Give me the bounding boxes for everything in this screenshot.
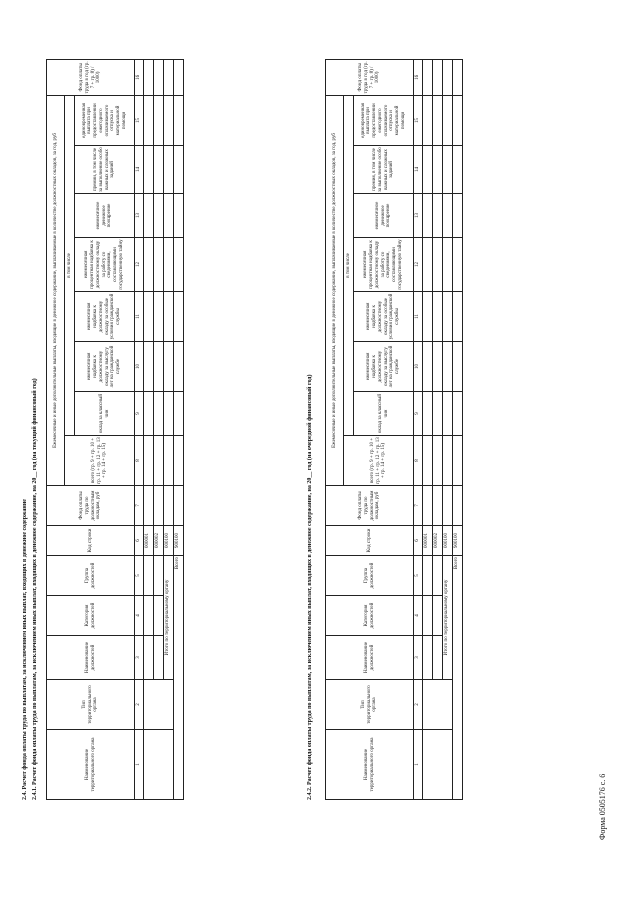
header-col6: Код строки xyxy=(47,526,135,556)
col-number: 5 xyxy=(414,556,423,596)
cell[interactable] xyxy=(153,146,163,194)
cell[interactable] xyxy=(153,95,163,145)
number-row xyxy=(135,59,144,799)
cell[interactable] xyxy=(442,342,452,392)
cell[interactable] xyxy=(422,436,432,486)
header-col8: всего (гр. 9 + гр. 10 + гр. 11 + гр. 12 + гр. 13 + гр. 14 + гр. 15) xyxy=(344,436,414,486)
cell[interactable] xyxy=(442,146,452,194)
cell[interactable] xyxy=(442,95,452,145)
header-col4: Категория должностей xyxy=(47,596,135,636)
cell[interactable] xyxy=(432,342,442,392)
cell-territorial-body[interactable] xyxy=(143,730,173,800)
cell-territorial-body[interactable] xyxy=(422,730,452,800)
cell[interactable] xyxy=(452,292,462,342)
table2-title: 2.4.2. Расчет фонда оплаты труда по выплатам, за исключением иных выплат, входящих в денежное содержание, на 20__ год (на очередной финансовый год) xyxy=(307,374,313,800)
cell[interactable] xyxy=(163,95,173,145)
cell[interactable] xyxy=(143,194,153,238)
cell[interactable] xyxy=(452,486,462,526)
col-number: 9 xyxy=(135,392,144,436)
total-row xyxy=(452,59,462,799)
cell[interactable] xyxy=(422,636,432,680)
cell[interactable] xyxy=(163,392,173,436)
col-number: 8 xyxy=(414,436,423,486)
header-col14: премия, в том числе за выполнение особо важных и сложных заданий xyxy=(354,146,414,194)
form-code: Форма 0505176 с. 6 xyxy=(598,773,607,840)
cell[interactable] xyxy=(173,194,183,238)
cell[interactable] xyxy=(153,392,163,436)
cell[interactable] xyxy=(422,342,432,392)
header-col5: Группа должностей xyxy=(326,556,414,596)
table2 xyxy=(325,59,463,800)
col-number: 2 xyxy=(414,680,423,730)
total-label: Всего xyxy=(452,556,462,800)
cell[interactable] xyxy=(173,238,183,292)
cell[interactable] xyxy=(432,486,442,526)
header-col7: Фонд оплаты труда по должностным окладам, руб xyxy=(326,486,414,526)
col-number: 15 xyxy=(135,95,144,145)
header-col13: ежемесячное денежное поощрение xyxy=(354,194,414,238)
header-col3: Наименование должностей xyxy=(326,636,414,680)
col-number: 11 xyxy=(414,292,423,342)
cell[interactable] xyxy=(143,636,153,680)
cell[interactable] xyxy=(173,392,183,436)
cell[interactable] xyxy=(452,392,462,436)
cell[interactable] xyxy=(432,194,442,238)
col-number: 16 xyxy=(135,59,144,95)
cell[interactable] xyxy=(153,238,163,292)
total-code: 900100 xyxy=(173,526,183,556)
table-row xyxy=(422,59,432,799)
cell[interactable] xyxy=(153,596,163,636)
col-number: 3 xyxy=(414,636,423,680)
cell[interactable] xyxy=(173,146,183,194)
cell[interactable] xyxy=(163,238,173,292)
cell[interactable] xyxy=(143,59,153,95)
cell[interactable] xyxy=(153,636,163,680)
cell[interactable] xyxy=(153,556,163,596)
total-code: 900100 xyxy=(452,526,462,556)
cell[interactable] xyxy=(432,95,442,145)
cell[interactable] xyxy=(153,59,163,95)
cell[interactable] xyxy=(143,238,153,292)
total-row xyxy=(173,59,183,799)
header-col14: премии, в том числе за выполнение особо важных и сложных заданий xyxy=(75,146,135,194)
cell[interactable] xyxy=(422,146,432,194)
header-col10: ежемесячная надбавка к должностному окладу за выслугу лет на гражданской службе xyxy=(354,342,414,392)
cell[interactable] xyxy=(153,342,163,392)
cell[interactable] xyxy=(452,59,462,95)
header-col12: ежемесячная процентная надбавка к должностному окладу за работу со сведениями, составляющими государственную тайну xyxy=(75,238,135,292)
cell[interactable] xyxy=(143,556,153,596)
cell[interactable] xyxy=(422,292,432,342)
cell[interactable] xyxy=(173,59,183,95)
header-col9: оклад за классный чин xyxy=(75,392,135,436)
col-number: 14 xyxy=(135,146,144,194)
subtotal-label: Итого по территориальному органу xyxy=(163,556,173,680)
header-col12: ежемесячная процентная надбавка к должностному окладу за работу со сведениями, составляющими государственную тайну xyxy=(354,238,414,292)
cell[interactable] xyxy=(452,146,462,194)
header-col13: ежемесячное денежное поощрение xyxy=(75,194,135,238)
cell-body-type[interactable] xyxy=(422,680,452,730)
cell[interactable] xyxy=(163,342,173,392)
header-col11: ежемесячная надбавка к должностному окладу за особые условия гражданской службы xyxy=(75,292,135,342)
cell[interactable] xyxy=(143,596,153,636)
section-heading: 2.4. Расчет фонда оплаты труда по выплатам, за исключением иных выплат, входящих в денежное содержание xyxy=(22,499,28,800)
col-number: 10 xyxy=(135,342,144,392)
cell[interactable] xyxy=(422,95,432,145)
cell[interactable] xyxy=(432,238,442,292)
cell[interactable] xyxy=(143,146,153,194)
subtotal-code: 000100 xyxy=(442,526,452,556)
header-col11: ежемесячная надбавка к должностному окладу за особые условия гражданской службы xyxy=(354,292,414,342)
subgroup-header: в том числе xyxy=(65,95,75,435)
col-number: 8 xyxy=(135,436,144,486)
cell[interactable] xyxy=(442,392,452,436)
cell[interactable] xyxy=(432,146,442,194)
cell[interactable] xyxy=(432,59,442,95)
row-code: 000002 xyxy=(153,526,163,556)
header-col1: Наименование территориального органа xyxy=(47,730,135,800)
header-col2: Тип территориального органа xyxy=(326,680,414,730)
cell[interactable] xyxy=(452,95,462,145)
cell[interactable] xyxy=(153,194,163,238)
total-label: Всего xyxy=(173,556,183,800)
cell[interactable] xyxy=(153,292,163,342)
row-code: 000001 xyxy=(422,526,432,556)
cell[interactable] xyxy=(422,556,432,596)
col-number: 15 xyxy=(414,95,423,145)
number-row xyxy=(414,59,423,799)
cell[interactable] xyxy=(452,194,462,238)
header-col7: Фонд оплаты труда по должностным окладам, руб xyxy=(47,486,135,526)
cell[interactable] xyxy=(163,436,173,486)
col-number: 3 xyxy=(135,636,144,680)
subgroup-header: в том числе xyxy=(344,95,354,435)
col-number: 1 xyxy=(135,730,144,800)
group-header: Ежемесячные и иные дополнительные выплаты, входящие в денежное содержание, выплачиваемые в количестве должностных окладов, за год, руб xyxy=(47,95,65,485)
col-number: 5 xyxy=(135,556,144,596)
cell[interactable] xyxy=(153,436,163,486)
cell[interactable] xyxy=(422,392,432,436)
cell[interactable] xyxy=(173,486,183,526)
cell[interactable] xyxy=(432,596,442,636)
col-number: 10 xyxy=(414,342,423,392)
cell[interactable] xyxy=(143,342,153,392)
col-number: 1 xyxy=(414,730,423,800)
header-col2: Тип территориального органа xyxy=(47,680,135,730)
cell[interactable] xyxy=(153,486,163,526)
cell[interactable] xyxy=(442,292,452,342)
table1 xyxy=(46,59,184,800)
header-col9: оклад за классный чин xyxy=(354,392,414,436)
cell-body-type[interactable] xyxy=(143,680,173,730)
header-col10: ежемесячная надбавка к должностному окладу за выслугу лет на гражданской службе xyxy=(75,342,135,392)
cell[interactable] xyxy=(173,436,183,486)
col-number: 4 xyxy=(414,596,423,636)
col-number: 13 xyxy=(135,194,144,238)
cell[interactable] xyxy=(422,486,432,526)
header-col8: всего (гр. 9 + гр. 10 + гр. 11 + гр. 12 + гр. 13 + гр. 14 + гр. 15) xyxy=(65,436,135,486)
cell[interactable] xyxy=(442,194,452,238)
cell[interactable] xyxy=(432,392,442,436)
cell[interactable] xyxy=(163,194,173,238)
cell[interactable] xyxy=(143,486,153,526)
col-number: 7 xyxy=(414,486,423,526)
col-number: 11 xyxy=(135,292,144,342)
table-row xyxy=(143,59,153,799)
col-number: 2 xyxy=(135,680,144,730)
col-number: 12 xyxy=(135,238,144,292)
row-code: 000002 xyxy=(432,526,442,556)
cell[interactable] xyxy=(432,556,442,596)
col-number: 9 xyxy=(414,392,423,436)
header-col1: Наименование территориального органа xyxy=(326,730,414,800)
subtotal-code: 000100 xyxy=(163,526,173,556)
cell[interactable] xyxy=(173,342,183,392)
cell[interactable] xyxy=(173,95,183,145)
row-code: 000001 xyxy=(143,526,153,556)
header-col4: Категория должностей xyxy=(326,596,414,636)
cell[interactable] xyxy=(143,95,153,145)
header-col3: Наименование должностей xyxy=(47,636,135,680)
cell[interactable] xyxy=(432,292,442,342)
col-number: 12 xyxy=(414,238,423,292)
subtotal-label: Итого по территориальному органу xyxy=(442,556,452,680)
cell[interactable] xyxy=(163,146,173,194)
group-header: Ежемесячные и иные дополнительные выплаты, входящие в денежное содержание, выплачиваемые в количестве должностных окладов, за год, руб xyxy=(326,95,344,485)
header-col5: Группа должностей xyxy=(47,556,135,596)
cell[interactable] xyxy=(442,59,452,95)
header-col15: единовременная выплата при предоставлении ежегодного оплачиваемого отпуска и материальной помощи xyxy=(354,95,414,145)
cell[interactable] xyxy=(422,59,432,95)
cell[interactable] xyxy=(163,59,173,95)
header-col16: Фонд оплаты труда в год (гр. 7 + гр. 8) / 1000) xyxy=(47,59,135,95)
cell[interactable] xyxy=(442,238,452,292)
cell[interactable] xyxy=(452,436,462,486)
header-col16: Фонд оплаты труда в год (гр. 7 + гр. 8) / 1000) xyxy=(326,59,414,95)
col-number: 13 xyxy=(414,194,423,238)
header-col15: единовременная выплата при предоставлении ежегодного оплачиваемого отпуска и материальной помощи xyxy=(75,95,135,145)
cell[interactable] xyxy=(422,238,432,292)
cell[interactable] xyxy=(442,486,452,526)
rotated-page xyxy=(20,50,620,840)
col-number: 16 xyxy=(414,59,423,95)
cell[interactable] xyxy=(143,292,153,342)
cell[interactable] xyxy=(422,194,432,238)
cell[interactable] xyxy=(143,392,153,436)
col-number: 7 xyxy=(135,486,144,526)
table1-title: 2.4.1. Расчет фонда оплаты труда по выплатам, за исключением иных выплат, входящих в денежное содержание, на 20__ год (на текущий финансовый год) xyxy=(32,378,38,800)
cell[interactable] xyxy=(163,292,173,342)
cell[interactable] xyxy=(163,486,173,526)
cell[interactable] xyxy=(143,436,153,486)
cell[interactable] xyxy=(452,342,462,392)
cell[interactable] xyxy=(422,596,432,636)
cell[interactable] xyxy=(432,636,442,680)
col-number: 6 xyxy=(414,526,423,556)
col-number: 14 xyxy=(414,146,423,194)
cell[interactable] xyxy=(442,436,452,486)
col-number: 6 xyxy=(135,526,144,556)
cell[interactable] xyxy=(432,436,442,486)
cell[interactable] xyxy=(452,238,462,292)
col-number: 4 xyxy=(135,596,144,636)
header-col6: Код строки xyxy=(326,526,414,556)
cell[interactable] xyxy=(173,292,183,342)
